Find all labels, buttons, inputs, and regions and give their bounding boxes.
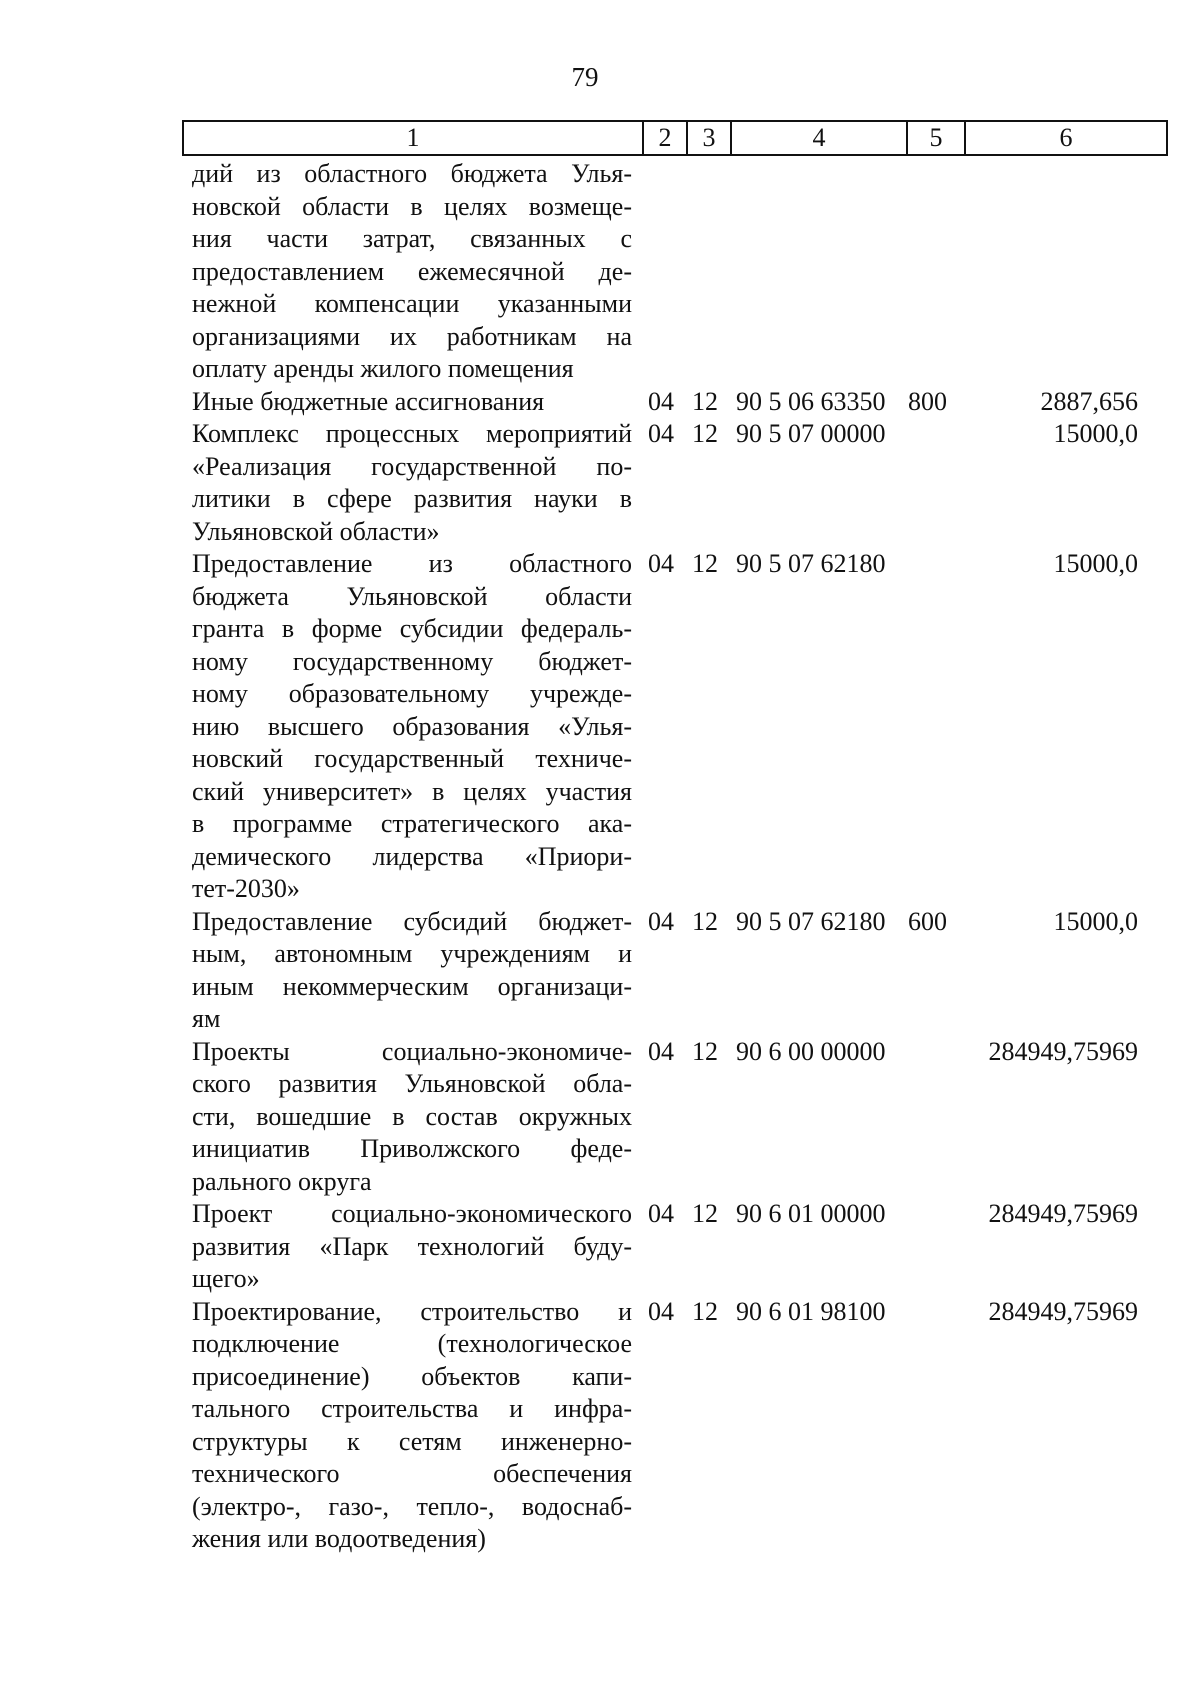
- row-description: [192, 548, 632, 906]
- col-3-code: 12: [692, 419, 718, 448]
- row-description: [192, 386, 632, 419]
- description-line: дий из областного бюджета Улья-: [192, 159, 632, 188]
- description-line: нию высшего образования «Улья-: [192, 711, 632, 741]
- description-line: ям: [192, 1004, 221, 1033]
- description-line: новский государственный техниче-: [192, 744, 632, 773]
- description-line: «Реализация государственной по-: [192, 451, 632, 481]
- row-description: [192, 158, 632, 386]
- description-line: инициатив Приволжского феде-: [192, 1134, 632, 1163]
- description-line: Предоставление субсидий бюджет-: [192, 906, 632, 936]
- description-line: иным некоммерческим организаци-: [192, 971, 632, 1001]
- description-line: развития «Парк технологий буду-: [192, 1231, 632, 1261]
- description-line: тет-2030»: [192, 874, 300, 903]
- row-description: [192, 1296, 632, 1556]
- description-line: рального округа: [192, 1166, 372, 1196]
- table-row: [0, 1296, 1200, 1556]
- description-line: Иные бюджетные ассигнования: [192, 386, 545, 416]
- description-line: оплату аренды жилого помещения: [192, 354, 574, 383]
- description-line: Проекты социально-экономиче-: [192, 1036, 632, 1066]
- description-line: Проект социально-экономического: [192, 1199, 632, 1228]
- col-6-amount: 284949,75969: [988, 1296, 1138, 1326]
- table-row: [0, 906, 1200, 1036]
- description-line: щего»: [192, 1264, 260, 1293]
- col-5-code: 800: [908, 386, 947, 416]
- header-col-1: 1: [184, 122, 644, 154]
- table-header: [182, 120, 1168, 156]
- col-3-code: 12: [692, 386, 718, 416]
- col-4-code: 90 6 01 98100: [736, 1296, 886, 1326]
- col-3-code: 12: [692, 906, 718, 936]
- row-description: [192, 1036, 632, 1199]
- row-description: [192, 418, 632, 548]
- description-line: Предоставление из областного: [192, 549, 632, 578]
- col-2-code: 04: [648, 386, 674, 416]
- header-col-2: 2: [644, 122, 688, 154]
- description-line: структуры к сетям инженерно-: [192, 1426, 632, 1456]
- col-4-code: 90 5 07 62180: [736, 906, 886, 936]
- row-description: [192, 906, 632, 1036]
- description-line: нежной компенсации указанными: [192, 289, 632, 318]
- header-col-5: 5: [908, 122, 966, 154]
- description-line: организациями их работникам на: [192, 321, 632, 351]
- col-6-amount: 284949,75969: [988, 1036, 1138, 1066]
- page-number: 79: [571, 62, 599, 92]
- description-line: в программе стратегического ака-: [192, 809, 632, 838]
- col-5-code: 600: [908, 906, 947, 936]
- table-row: [0, 418, 1200, 548]
- table-body: [0, 158, 1200, 1556]
- col-3-code: 12: [692, 1036, 718, 1066]
- description-line: ского развития Ульяновской обла-: [192, 1069, 632, 1098]
- description-line: ния части затрат, связанных с: [192, 224, 632, 253]
- header-col-4: 4: [732, 122, 908, 154]
- col-4-code: 90 5 07 00000: [736, 419, 886, 448]
- description-line: Комплекс процессных мероприятий: [192, 419, 632, 448]
- description-line: бюджета Ульяновской области: [192, 581, 632, 611]
- description-line: новской области в целях возмеще-: [192, 191, 632, 221]
- description-line: сти, вошедшие в состав окружных: [192, 1101, 632, 1131]
- description-line: ным, автономным учреждениям и: [192, 939, 632, 968]
- col-2-code: 04: [648, 549, 674, 578]
- description-line: ский университет» в целях участия: [192, 776, 632, 806]
- description-line: (электро-, газо-, тепло-, водоснаб-: [192, 1491, 632, 1521]
- header-col-6: 6: [1059, 123, 1073, 152]
- col-2-code: 04: [648, 1036, 674, 1066]
- col-4-code: 90 6 00 00000: [736, 1036, 886, 1066]
- col-4-code: 90 5 07 62180: [736, 549, 886, 578]
- col-2-code: 04: [648, 1199, 674, 1228]
- table-row: [0, 158, 1200, 386]
- description-line: тального строительства и инфра-: [192, 1394, 632, 1423]
- description-line: жения или водоотведения): [192, 1524, 486, 1553]
- col-3-code: 12: [692, 1296, 718, 1326]
- col-3-code: 12: [692, 549, 718, 578]
- description-line: предоставлением ежемесячной де-: [192, 256, 632, 286]
- description-line: присоединение) объектов капи-: [192, 1361, 632, 1391]
- description-line: демического лидерства «Приори-: [192, 841, 632, 871]
- col-6-amount: 15000,0: [1053, 419, 1138, 448]
- row-description: [192, 1198, 632, 1296]
- col-6-amount: 2887,656: [1040, 386, 1138, 416]
- table-row: [0, 1198, 1200, 1296]
- table-row: [0, 548, 1200, 906]
- description-line: гранта в форме субсидии федераль-: [192, 614, 632, 643]
- description-line: подключение (технологическое: [192, 1329, 632, 1358]
- col-4-code: 90 6 01 00000: [736, 1199, 886, 1228]
- description-line: ному государственному бюджет-: [192, 646, 632, 676]
- col-4-code: 90 5 06 63350: [736, 386, 886, 416]
- col-2-code: 04: [648, 906, 674, 936]
- description-line: Проектирование, строительство и: [192, 1296, 632, 1326]
- table-row: [0, 386, 1200, 419]
- col-2-code: 04: [648, 1296, 674, 1326]
- description-line: Ульяновской области»: [192, 516, 440, 546]
- description-line: литики в сфере развития науки в: [192, 484, 632, 513]
- col-6-amount: 15000,0: [1053, 549, 1138, 578]
- description-line: ному образовательному учрежде-: [192, 679, 632, 708]
- col-6-amount: 284949,75969: [988, 1199, 1138, 1228]
- col-2-code: 04: [648, 419, 674, 448]
- col-6-amount: 15000,0: [1053, 906, 1138, 936]
- table-row: [0, 1036, 1200, 1199]
- header-col-3: 3: [688, 122, 732, 154]
- description-line: технического обеспечения: [192, 1459, 632, 1488]
- col-3-code: 12: [692, 1199, 718, 1228]
